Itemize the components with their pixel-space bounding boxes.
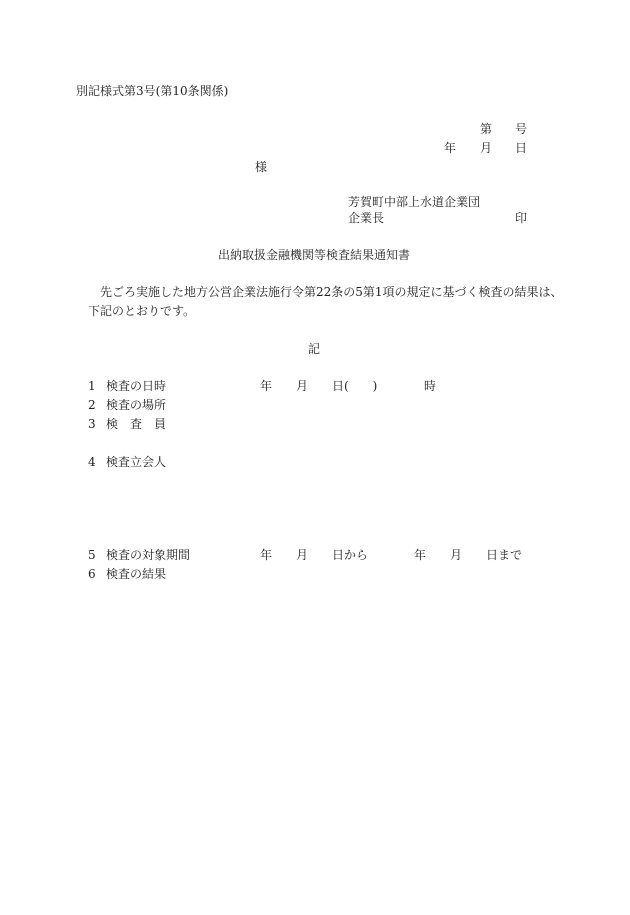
item-6-label: 検査の結果 [106,567,167,581]
item-4-number: 4 [88,455,96,469]
item-3-number: 3 [88,417,96,431]
sender-organization: 芳賀町中部上水道企業団 [348,195,481,209]
body-line-1: 先ごろ実施した地方公営企業法施行令第22条の5第1項の規定に基づく検査の結果は、 [100,285,563,299]
item-1-number: 1 [88,379,96,393]
date-day: 日 [515,141,528,155]
item-3-label-char-1: 検 [106,417,119,431]
item-3-label-char-3: 員 [154,417,167,431]
item-1-label: 検査の日時 [106,379,167,393]
reference-number-prefix: 第 [480,122,493,136]
sender-seal: 印 [515,211,528,225]
item-1-year: 年 [260,379,273,393]
item-5-day-from: 日から [332,548,369,562]
item-1-day-weekday: 日( ) [332,379,378,393]
item-5-year-from: 年 [260,548,273,562]
date-year: 年 [444,141,457,155]
item-5-number: 5 [88,548,96,562]
item-5-day-to: 日まで [486,548,523,562]
item-1-hour: 時 [424,379,437,393]
form-number: 別記様式第3号(第10条関係) [76,84,229,98]
item-5-year-to: 年 [414,548,427,562]
addressee-honorific: 様 [255,160,268,174]
body-line-2: 下記のとおりです。 [88,304,196,318]
ki-heading: 記 [308,342,321,356]
item-5-month-from: 月 [296,548,309,562]
item-2-number: 2 [88,398,96,412]
date-month: 月 [480,141,493,155]
item-3-label-char-2: 査 [130,417,143,431]
item-5-month-to: 月 [450,548,463,562]
document-title: 出納取扱金融機関等検査結果通知書 [218,248,411,262]
item-6-number: 6 [88,567,96,581]
reference-number-suffix: 号 [515,122,528,136]
item-1-month: 月 [296,379,309,393]
item-4-label: 検査立会人 [106,455,167,469]
item-5-label: 検査の対象期間 [106,548,191,562]
item-2-label: 検査の場所 [106,398,167,412]
sender-title: 企業長 [348,211,385,225]
